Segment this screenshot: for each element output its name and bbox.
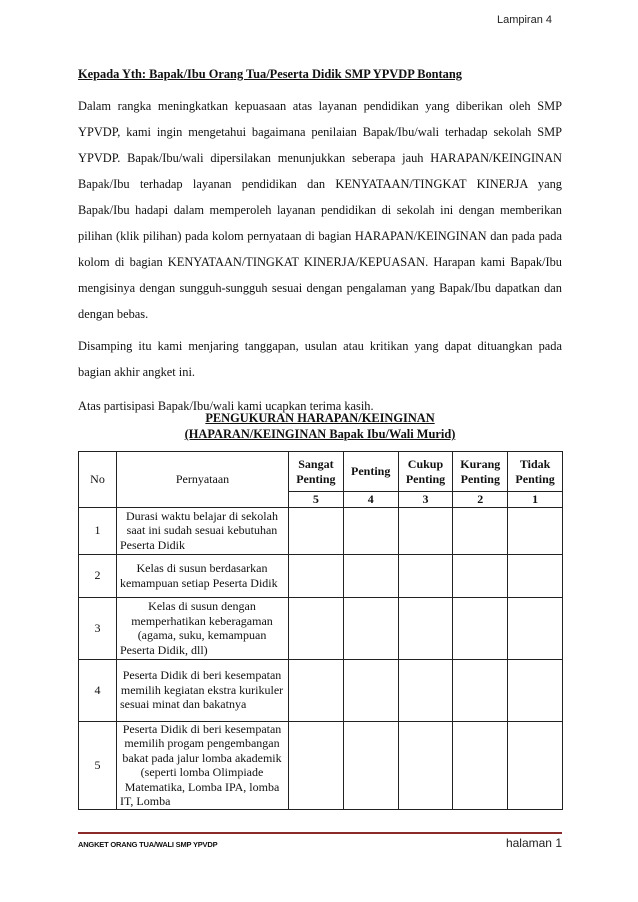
row-statement: Peserta Didik di beri kesempatan memilih progam pengembangan bakat pada jalur lomba akademik (seperti lomba Olimpiade Matematika, Lomba IPA, lomba IT, Lomba (117, 721, 289, 809)
answer-cell-4[interactable] (343, 554, 398, 597)
answer-cell-3[interactable] (398, 507, 453, 554)
score-2: 2 (453, 492, 508, 508)
intro-paragraph: Dalam rangka meningkatkan kepuasaan atas layanan pendidikan yang diberikan oleh SMP YPVDP, kami ingin mengetahui bagaimana penilaian Bapak/Ibu/wali terhadap sekolah SMP YPVDP. Bapak/Ibu/wali dipersilakan menunjukkan seberapa jauh HARAPAN/KEINGINAN Bapak/Ibu terhadap layanan pendidikan dan KENYATAAN/TINGKAT KINERJA yang Bapak/Ibu hadapi dalam memperoleh layanan pendidikan di sekolah ini dengan memberikan pilihan (klik pilihan) pada kolom pernyataan di bagian HARAPAN/KEINGINAN dan pada pada kolom di bagian KENYATAAN/TINGKAT KINERJA/KEPUASAN. Harapan kami Bapak/Ibu mengisinya dengan sungguh-sungguh sesuai dengan pengalaman yang Bapak/Ibu dapatkan dan dengan bebas. (78, 99, 562, 321)
letter-body (78, 66, 562, 425)
section-title: PENGUKURAN HARAPAN/KEINGINAN (205, 411, 435, 425)
answer-cell-4[interactable] (343, 597, 398, 659)
answer-cell-5[interactable] (289, 507, 344, 554)
header-scale-5: Sangat Penting (289, 452, 344, 492)
table-row (79, 659, 563, 721)
footer-title: ANGKET ORANG TUA/WALI SMP YPVDP (78, 840, 218, 849)
answer-cell-3[interactable] (398, 597, 453, 659)
header-statement: Pernyataan (117, 452, 289, 508)
footer-rule (78, 832, 562, 834)
answer-cell-2[interactable] (453, 597, 508, 659)
answer-cell-2[interactable] (453, 659, 508, 721)
answer-cell-1[interactable] (508, 554, 563, 597)
table-row (79, 597, 563, 659)
answer-cell-5[interactable] (289, 597, 344, 659)
answer-cell-3[interactable] (398, 721, 453, 809)
answer-cell-2[interactable] (453, 507, 508, 554)
row-statement: Peserta Didik di beri kesempatan memilih kegiatan ekstra kurikuler sesuai minat dan bakatnya (117, 659, 289, 721)
score-1: 1 (508, 492, 563, 508)
header-scale-3: Cukup Penting (398, 452, 453, 492)
answer-cell-5[interactable] (289, 554, 344, 597)
addressee-line: Kepada Yth: Bapak/Ibu Orang Tua/Peserta Didik SMP YPVDP Bontang (78, 67, 462, 81)
thanks-paragraph: Atas partisipasi Bapak/Ibu/wali kami ucapkan terima kasih. (78, 399, 374, 413)
row-number: 2 (79, 554, 117, 597)
row-statement: Kelas di susun dengan memperhatikan keberagaman (agama, suku, kemampuan Peserta Didik, dll) (117, 597, 289, 659)
score-4: 4 (343, 492, 398, 508)
row-number: 1 (79, 507, 117, 554)
survey-table (78, 451, 563, 810)
row-number: 3 (79, 597, 117, 659)
section-subtitle: (HAPARAN/KEINGINAN Bapak Ibu/Wali Murid) (184, 427, 456, 441)
table-header-row (79, 452, 563, 492)
answer-cell-1[interactable] (508, 597, 563, 659)
page-number: halaman 1 (505, 836, 562, 850)
answer-cell-5[interactable] (289, 721, 344, 809)
answer-cell-2[interactable] (453, 721, 508, 809)
answer-cell-1[interactable] (508, 507, 563, 554)
row-number: 4 (79, 659, 117, 721)
answer-cell-5[interactable] (289, 659, 344, 721)
answer-cell-1[interactable] (508, 721, 563, 809)
header-scale-2: Kurang Penting (453, 452, 508, 492)
answer-cell-4[interactable] (343, 507, 398, 554)
table-row (79, 554, 563, 597)
answer-cell-4[interactable] (343, 659, 398, 721)
table-row (79, 721, 563, 809)
header-scale-1: Tidak Penting (508, 452, 563, 492)
row-statement: Durasi waktu belajar di sekolah saat ini sudah sesuai kebutuhan Peserta Didik (117, 507, 289, 554)
page-label: Lampiran 4 (496, 14, 552, 26)
feedback-paragraph: Disamping itu kami menjaring tanggapan, usulan atau kritikan yang dapat dituangkan pada bagian akhir angket ini. (78, 339, 562, 379)
answer-cell-2[interactable] (453, 554, 508, 597)
answer-cell-1[interactable] (508, 659, 563, 721)
section-heading (78, 410, 562, 442)
row-statement: Kelas di susun berdasarkan kemampuan setiap Peserta Didik (117, 554, 289, 597)
row-number: 5 (79, 721, 117, 809)
header-no: No (79, 452, 117, 508)
score-5: 5 (289, 492, 344, 508)
answer-cell-3[interactable] (398, 659, 453, 721)
answer-cell-4[interactable] (343, 721, 398, 809)
answer-cell-3[interactable] (398, 554, 453, 597)
table-row (79, 507, 563, 554)
score-3: 3 (398, 492, 453, 508)
header-scale-4: Penting (343, 452, 398, 492)
